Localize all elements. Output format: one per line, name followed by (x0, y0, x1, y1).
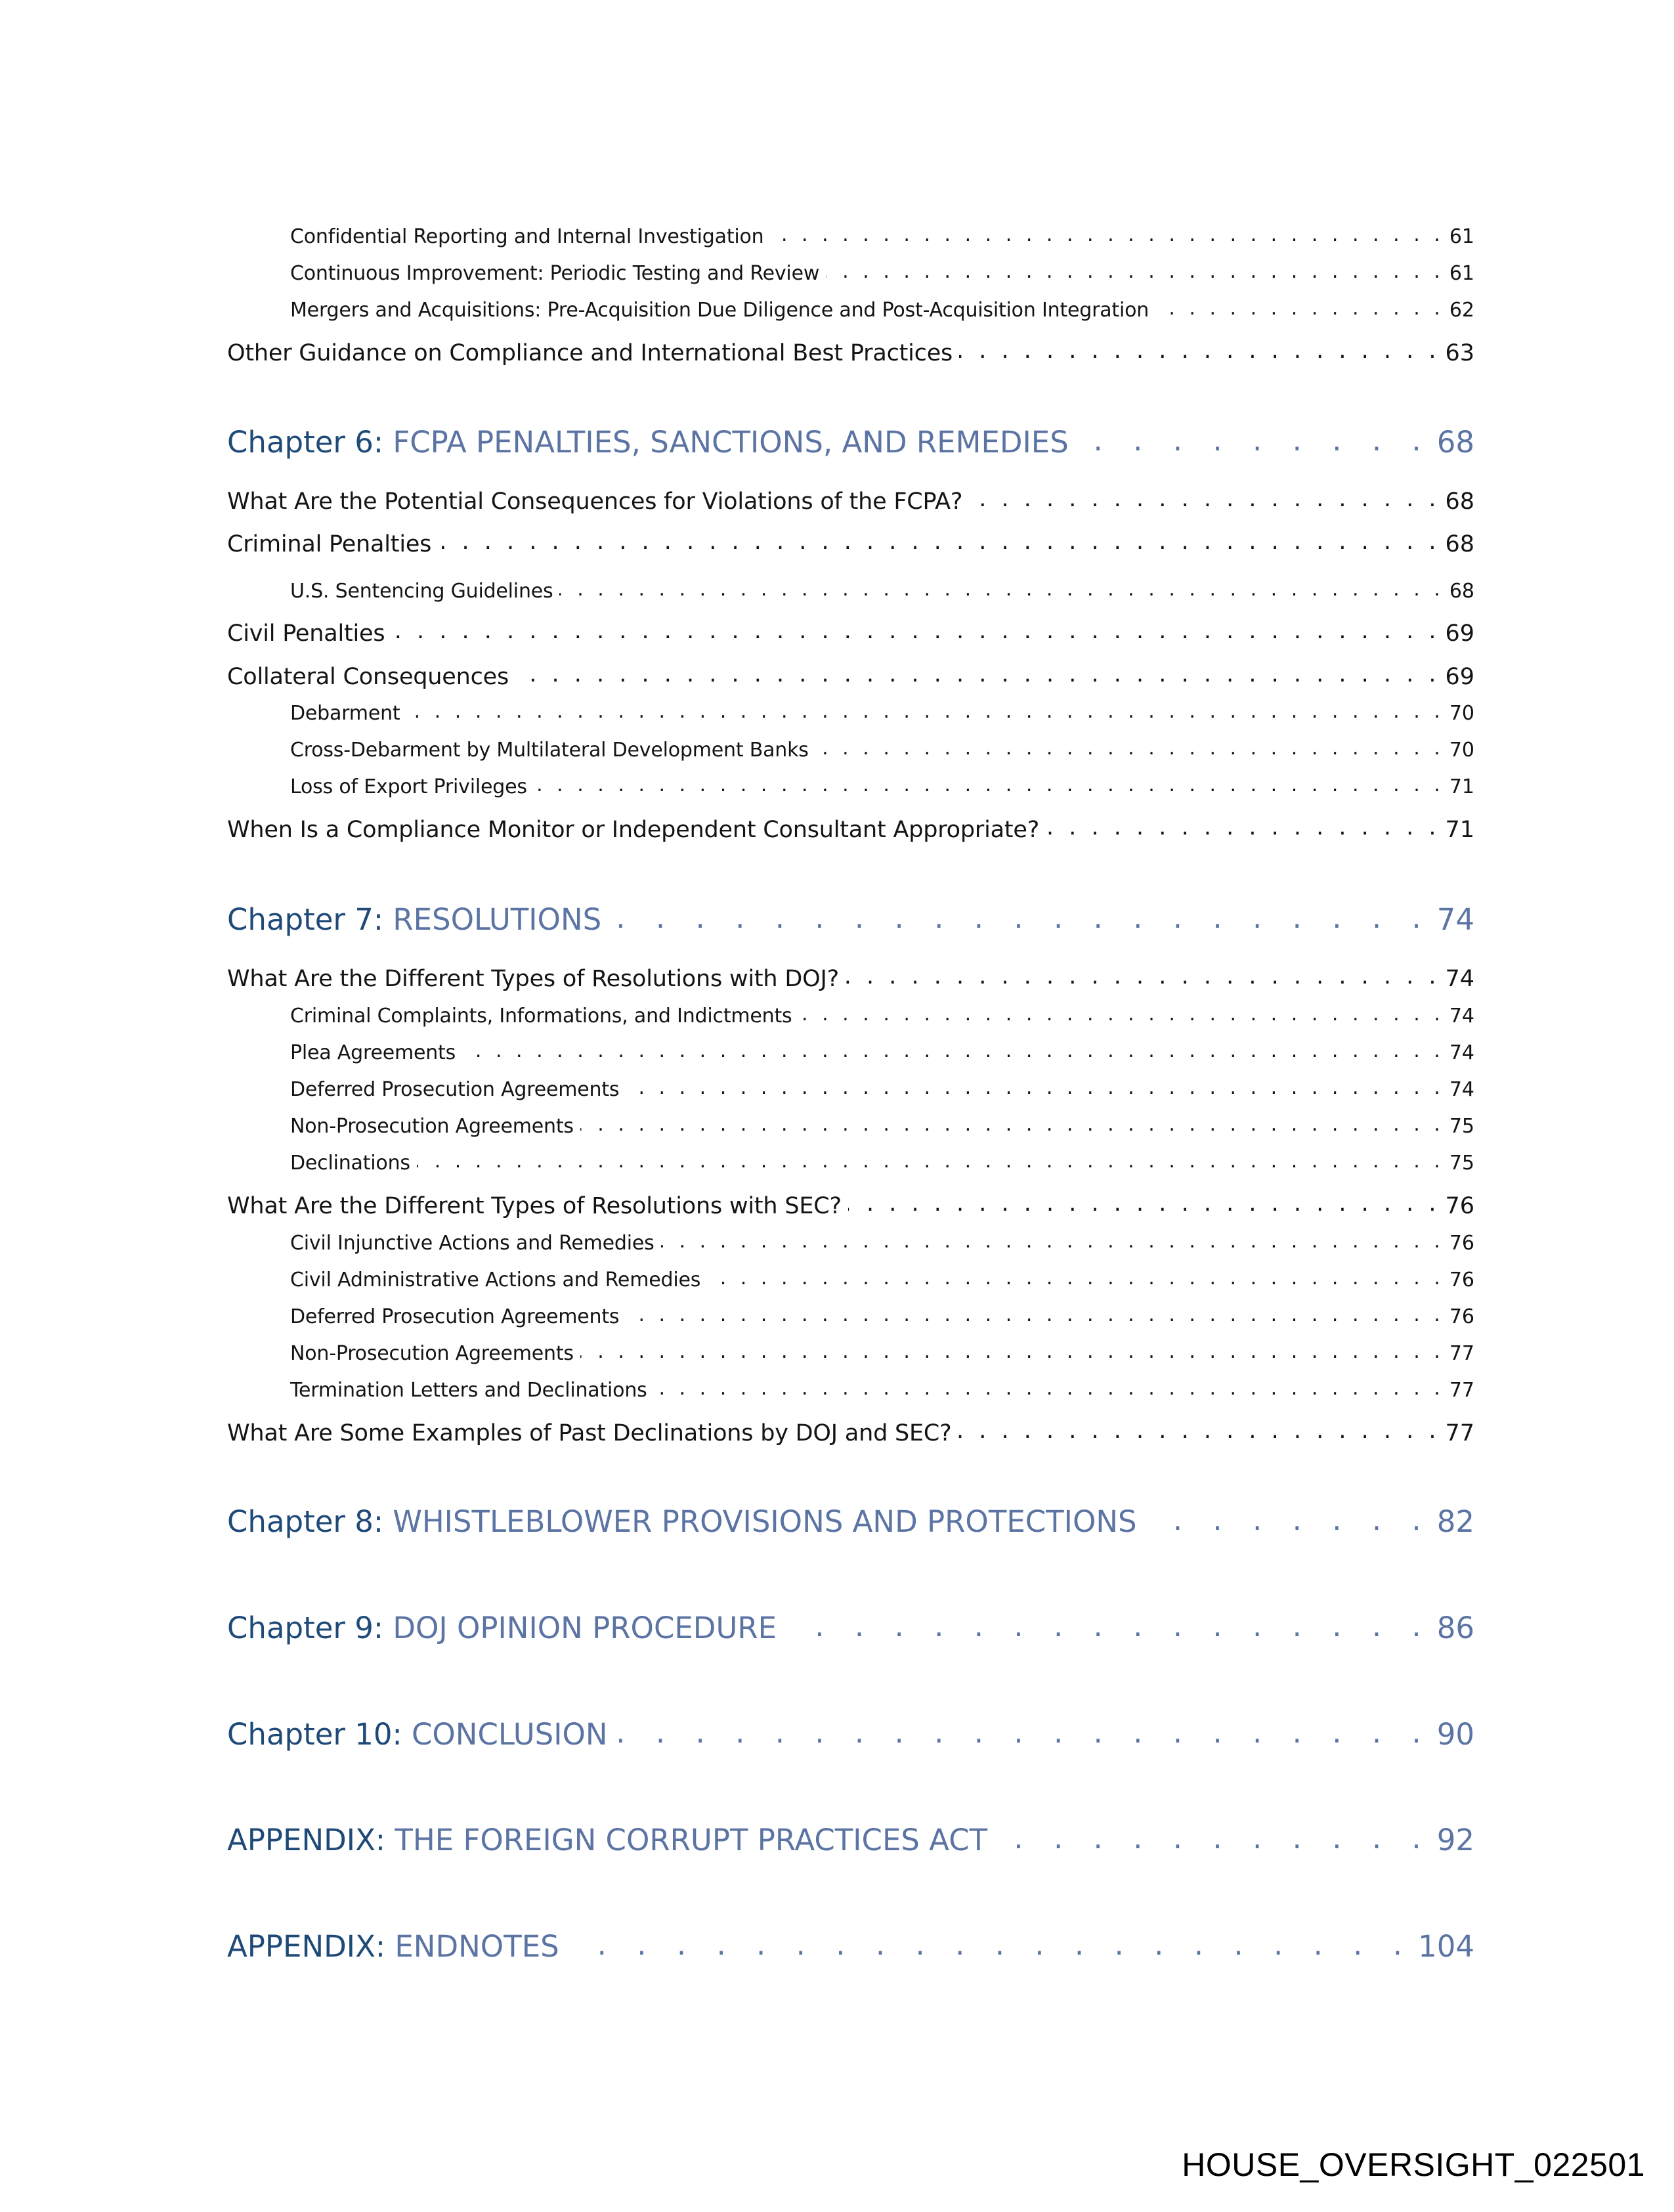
toc-entry-page: 63 (1445, 340, 1474, 366)
toc-entry[interactable] (290, 1039, 1474, 1064)
chapter-prefix: Chapter 10: (227, 1717, 402, 1752)
toc-entry-page: 74 (1449, 1005, 1474, 1028)
toc-appendix-endnotes[interactable] (227, 1927, 1474, 1964)
toc-entry[interactable] (227, 486, 1474, 515)
chapter-title: CONCLUSION (411, 1717, 608, 1752)
toc-entry[interactable] (227, 618, 1474, 647)
toc-entry-label: Deferred Prosecution Agreements (290, 1305, 620, 1328)
toc-entry[interactable] (290, 1076, 1474, 1101)
toc-chapter-6[interactable] (227, 423, 1474, 460)
chapter-page: 86 (1436, 1611, 1474, 1645)
dot-leader (661, 1230, 1444, 1249)
toc-entry-page: 70 (1449, 702, 1474, 725)
chapter-page: 90 (1436, 1717, 1474, 1752)
toc-entry-label: Confidential Reporting and Internal Investigation (290, 225, 764, 248)
dot-leader (770, 223, 1444, 243)
chapter-heading (227, 1717, 614, 1752)
toc-entry-label: Deferred Prosecution Agreements (290, 1078, 620, 1101)
toc-entry-label: Termination Letters and Declinations (290, 1379, 647, 1402)
chapter-prefix: Chapter 6: (227, 425, 384, 460)
chapter-title: WHISTLEBLOWER PROVISIONS AND PROTECTIONS (393, 1504, 1137, 1539)
toc-entry-page: 68 (1445, 531, 1474, 557)
dot-leader (1075, 423, 1432, 452)
toc-entry[interactable] (290, 578, 1474, 603)
toc-entry[interactable] (290, 1113, 1474, 1138)
toc-entry-page: 77 (1449, 1342, 1474, 1365)
toc-entry-label: Debarment (290, 702, 400, 725)
toc-entry-page: 77 (1445, 1420, 1474, 1446)
dot-leader (608, 900, 1432, 930)
toc-entry-page: 68 (1449, 580, 1474, 603)
toc-entry[interactable] (227, 1418, 1474, 1446)
toc-entry-page: 69 (1445, 664, 1474, 690)
toc-entry-label: What Are the Different Types of Resolutions with SEC? (227, 1193, 842, 1219)
toc-entry[interactable] (290, 260, 1474, 285)
toc-entry-page: 75 (1449, 1152, 1474, 1175)
toc-entry-label: Cross-Debarment by Multilateral Development Banks (290, 739, 809, 762)
chapter-page: 82 (1436, 1504, 1474, 1539)
appendix-prefix: APPENDIX: (227, 1823, 386, 1857)
toc-chapter-9[interactable] (227, 1609, 1474, 1645)
toc-entry-label: Civil Penalties (227, 620, 385, 647)
toc-entry-page: 76 (1449, 1232, 1474, 1255)
toc-entry-label: Plea Agreements (290, 1041, 456, 1064)
toc-entry-page: 77 (1449, 1379, 1474, 1402)
chapter-title: DOJ OPINION PROCEDURE (393, 1611, 777, 1645)
dot-leader (783, 1609, 1432, 1638)
toc-entry-label: Other Guidance on Compliance and International Best Practices (227, 340, 953, 366)
dot-leader (515, 661, 1440, 684)
dot-leader (438, 529, 1440, 552)
chapter-heading (227, 1504, 1144, 1539)
toc-entry-label: Non-Prosecution Agreements (290, 1342, 574, 1365)
toc-entry[interactable] (227, 814, 1474, 843)
toc-entry-page: 61 (1449, 262, 1474, 285)
chapter-title: FCPA PENALTIES, SANCTIONS, AND REMEDIES (393, 425, 1069, 460)
dot-leader (580, 1340, 1444, 1360)
toc-entry[interactable] (227, 1190, 1474, 1219)
chapter-heading (227, 902, 608, 937)
dot-leader (969, 486, 1440, 509)
dot-leader (626, 1303, 1444, 1323)
dot-leader (826, 260, 1444, 280)
toc-entry-page: 71 (1449, 775, 1474, 798)
dot-leader (958, 1418, 1440, 1441)
toc-entry-page: 76 (1449, 1269, 1474, 1291)
appendix-prefix: APPENDIX: (227, 1929, 386, 1964)
dot-leader (580, 1113, 1444, 1133)
toc-entry-label: Collateral Consequences (227, 664, 509, 690)
toc-entry-page: 69 (1445, 620, 1474, 647)
toc-appendix-fcpa[interactable] (227, 1821, 1474, 1857)
toc-entry[interactable] (290, 1377, 1474, 1402)
dot-leader (1144, 1502, 1432, 1532)
chapter-page: 74 (1436, 902, 1474, 937)
dot-leader (534, 773, 1444, 793)
toc-entry[interactable] (290, 1150, 1474, 1175)
toc-entry-label: Mergers and Acquisitions: Pre-Acquisition Due Diligence and Post-Acquisition Integration (290, 299, 1149, 322)
chapter-page: 68 (1436, 425, 1474, 460)
toc-entry[interactable] (227, 529, 1474, 557)
appendix-page: 104 (1418, 1929, 1474, 1964)
dot-leader (417, 1150, 1444, 1169)
appendix-title: ENDNOTES (395, 1929, 559, 1964)
toc-entry[interactable] (290, 1230, 1474, 1255)
dot-leader (815, 737, 1444, 756)
toc-chapter-10[interactable] (227, 1715, 1474, 1752)
dot-leader (406, 700, 1444, 720)
toc-entry-label: U.S. Sentencing Guidelines (290, 580, 553, 603)
toc-entry-label: What Are the Potential Consequences for Violations of the FCPA? (227, 488, 963, 515)
dot-leader (994, 1821, 1432, 1850)
toc-entry-page: 76 (1445, 1193, 1474, 1219)
toc-entry[interactable] (290, 1303, 1474, 1328)
dot-leader (626, 1076, 1444, 1096)
dot-leader (848, 1190, 1440, 1213)
toc-entry-label: Non-Prosecution Agreements (290, 1115, 574, 1138)
toc-entry-page: 62 (1449, 299, 1474, 322)
chapter-prefix: Chapter 8: (227, 1504, 384, 1539)
chapter-heading (227, 425, 1075, 460)
chapter-prefix: Chapter 9: (227, 1611, 384, 1645)
toc-entry[interactable] (290, 737, 1474, 762)
toc-entry-page: 68 (1445, 488, 1474, 515)
bates-stamp: HOUSE_OVERSIGHT_022501 (1182, 2146, 1645, 2183)
toc-entry-label: Civil Administrative Actions and Remedies (290, 1269, 701, 1291)
dot-leader (707, 1267, 1444, 1286)
chapter-title: RESOLUTIONS (393, 902, 602, 937)
appendix-title: THE FOREIGN CORRUPT PRACTICES ACT (395, 1823, 988, 1857)
toc-entry[interactable] (227, 963, 1474, 992)
dot-leader (391, 618, 1440, 641)
appendix-heading (227, 1823, 994, 1857)
toc-entry-page: 70 (1449, 739, 1474, 762)
dot-leader (1155, 297, 1444, 316)
dot-leader (1046, 814, 1440, 837)
toc-chapter-8[interactable] (227, 1502, 1474, 1539)
dot-leader (959, 337, 1440, 360)
chapter-heading (227, 1611, 783, 1645)
toc-entry[interactable] (290, 773, 1474, 798)
toc-entry-page: 75 (1449, 1115, 1474, 1138)
toc-entry-page: 74 (1449, 1041, 1474, 1064)
toc-entry-page: 76 (1449, 1305, 1474, 1328)
toc-entry-page: 74 (1449, 1078, 1474, 1101)
toc-entry[interactable] (227, 661, 1474, 690)
toc-entry[interactable] (290, 223, 1474, 248)
toc-entry[interactable] (290, 297, 1474, 322)
toc-entry[interactable] (290, 1340, 1474, 1365)
toc-entry-label: Loss of Export Privileges (290, 775, 527, 798)
dot-leader (846, 963, 1440, 986)
toc-entry-page: 74 (1445, 966, 1474, 992)
toc-entry[interactable] (227, 337, 1474, 366)
toc-entry[interactable] (290, 1003, 1474, 1028)
toc-entry-page: 61 (1449, 225, 1474, 248)
dot-leader (614, 1715, 1432, 1745)
dot-leader (798, 1003, 1444, 1022)
dot-leader (566, 1927, 1413, 1957)
toc-entry[interactable] (290, 700, 1474, 725)
toc-entry-label: Continuous Improvement: Periodic Testing and Review (290, 262, 820, 285)
dot-leader (462, 1039, 1444, 1059)
appendix-page: 92 (1436, 1823, 1474, 1857)
toc-entry[interactable] (290, 1267, 1474, 1291)
dot-leader (654, 1377, 1444, 1397)
toc-entry-label: Criminal Complaints, Informations, and Indictments (290, 1005, 792, 1028)
toc-entry-page: 71 (1445, 817, 1474, 843)
dot-leader (559, 578, 1444, 597)
appendix-heading (227, 1929, 566, 1964)
toc-entry-label: What Are the Different Types of Resolutions with DOJ? (227, 966, 839, 992)
toc-entry-label: Civil Injunctive Actions and Remedies (290, 1232, 655, 1255)
chapter-prefix: Chapter 7: (227, 902, 384, 937)
toc-entry-label: Declinations (290, 1152, 410, 1175)
toc-entry-label: When Is a Compliance Monitor or Independent Consultant Appropriate? (227, 817, 1040, 843)
toc-entry-label: What Are Some Examples of Past Declinations by DOJ and SEC? (227, 1420, 952, 1446)
toc-entry-label: Criminal Penalties (227, 531, 432, 557)
toc-chapter-7[interactable] (227, 900, 1474, 937)
